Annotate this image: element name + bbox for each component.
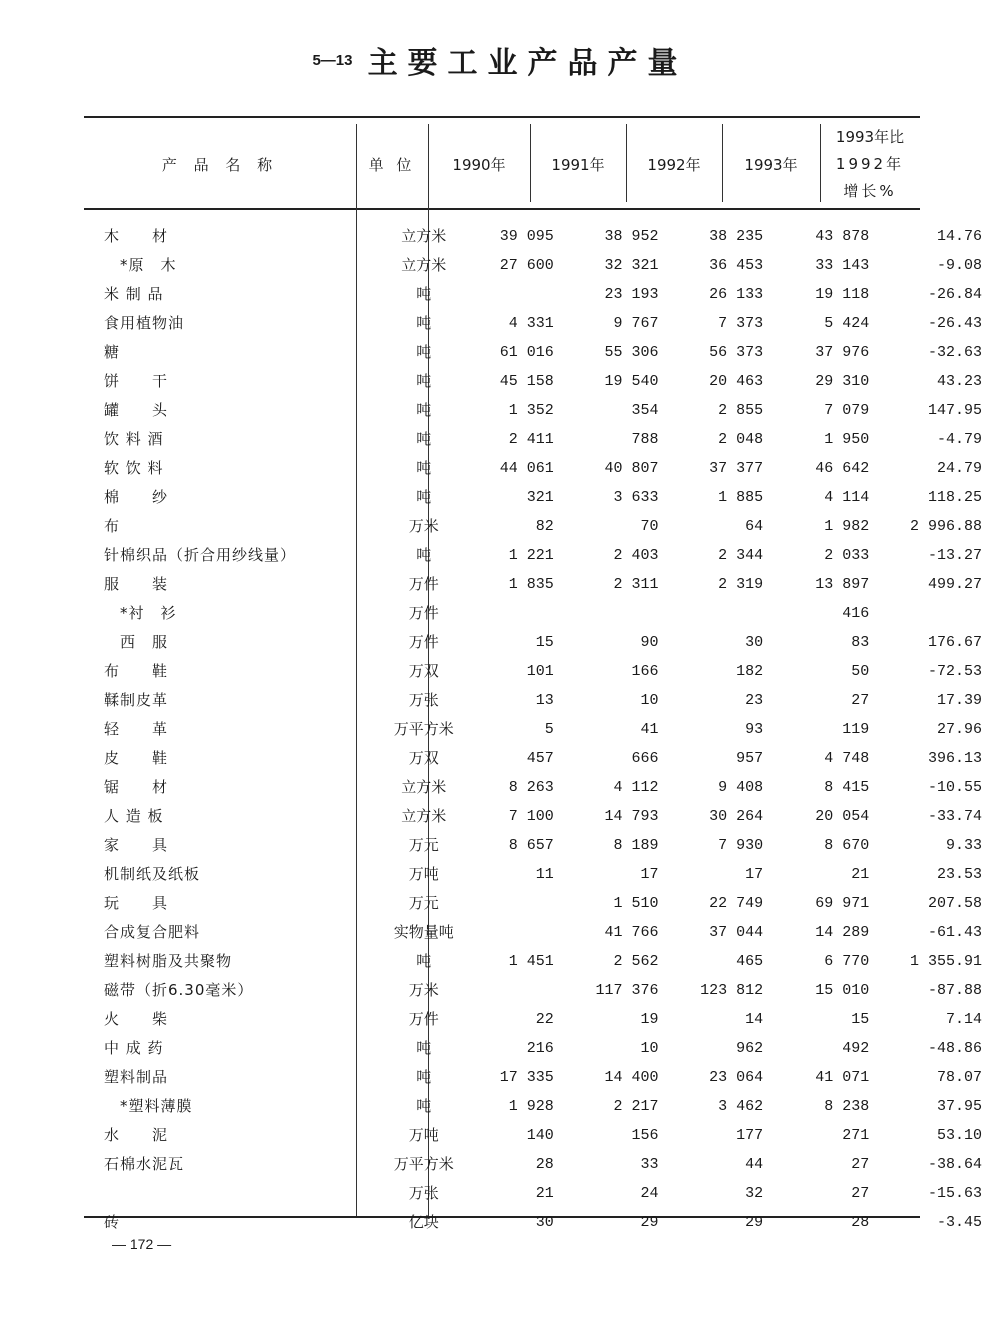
value-1990-cell: 44 061 (499, 460, 554, 477)
value-1992-cell (668, 599, 773, 628)
value-1993-cell: 119 (842, 721, 870, 738)
unit-cell: 万件 (408, 575, 439, 593)
product-name-cell: 人 造 板 (104, 807, 164, 825)
value-1993-cell: 4 748 (824, 750, 870, 767)
value-1993-cell: 37 976 (815, 344, 870, 361)
value-1992-cell: 64 (745, 518, 764, 535)
page-title (0, 38, 1000, 82)
table-row (84, 1208, 1000, 1237)
value-1991-cell: 2 311 (613, 576, 659, 593)
table-row (84, 280, 1000, 309)
table-row (84, 541, 1000, 570)
product-name-cell: 食用植物油 (104, 314, 185, 332)
value-1990-cell (460, 280, 564, 309)
value-1990-cell: 2 411 (508, 431, 554, 448)
header-growth-line1: 1993年比 (835, 128, 905, 146)
table-row (84, 802, 1000, 831)
table-row (84, 831, 1000, 860)
growth-cell: 37.95 (936, 1098, 982, 1115)
growth-cell: 2 996.88 (909, 518, 982, 535)
value-1992-cell: 38 235 (709, 228, 764, 245)
product-name-cell: 布 (104, 517, 121, 535)
growth-cell: 176.67 (927, 634, 982, 651)
product-name-cell: 轻 革 (104, 720, 169, 738)
value-1991-cell: 14 400 (604, 1069, 659, 1086)
value-1991-cell: 3 633 (613, 489, 659, 506)
value-1990-cell: 15 (535, 634, 554, 651)
product-name-cell: 中 成 药 (104, 1039, 164, 1057)
value-1991-cell: 19 (640, 1011, 659, 1028)
value-1991-cell: 55 306 (604, 344, 659, 361)
value-1992-cell: 2 855 (718, 402, 764, 419)
growth-cell: 207.58 (927, 895, 982, 912)
value-1992-cell: 44 (745, 1156, 764, 1173)
value-1990-cell: 39 095 (499, 228, 554, 245)
product-name-cell: 皮 鞋 (104, 749, 169, 767)
value-1993-cell: 50 (851, 663, 870, 680)
table-row (84, 1034, 1000, 1063)
value-1993-cell: 21 (851, 866, 870, 883)
product-name-cell: 服 装 (104, 575, 169, 593)
unit-cell: 万米 (408, 517, 439, 535)
product-name-cell: 布 鞋 (104, 662, 169, 680)
value-1992-cell: 23 064 (709, 1069, 764, 1086)
value-1991-cell: 70 (640, 518, 659, 535)
value-1991-cell: 38 952 (604, 228, 659, 245)
unit-cell: 万吨 (408, 1126, 439, 1144)
value-1992-cell: 2 344 (718, 547, 764, 564)
value-1992-cell: 2 048 (718, 431, 764, 448)
product-name-cell: 软 饮 料 (104, 459, 164, 477)
value-1992-cell: 14 (745, 1011, 764, 1028)
value-1990-cell: 1 451 (508, 953, 554, 970)
value-1993-cell: 28 (851, 1214, 870, 1231)
value-1992-cell: 20 463 (709, 373, 764, 390)
unit-cell: 立方米 (401, 807, 447, 825)
unit-cell: 万米 (408, 981, 439, 999)
value-1992-cell: 23 (745, 692, 764, 709)
value-1993-cell: 8 670 (824, 837, 870, 854)
growth-cell: 43.23 (936, 373, 982, 390)
growth-cell: 1 355.91 (909, 953, 982, 970)
value-1992-cell: 465 (736, 953, 764, 970)
table-row (84, 222, 1000, 251)
value-1990-cell: 101 (526, 663, 554, 680)
value-1993-cell: 83 (851, 634, 870, 651)
unit-cell: 万吨 (408, 865, 439, 883)
product-name-cell: 米 制 品 (104, 285, 164, 303)
value-1993-cell: 19 118 (815, 286, 870, 303)
value-1991-cell: 9 767 (613, 315, 659, 332)
product-name-cell: 糖 (104, 343, 121, 361)
table-row (84, 773, 1000, 802)
header-growth-line2: 1992年 (835, 155, 905, 173)
value-1992-cell: 3 462 (718, 1098, 764, 1115)
unit-cell: 吨 (416, 1097, 432, 1115)
growth-cell: 27.96 (936, 721, 982, 738)
unit-cell: 万平方米 (393, 720, 454, 738)
value-1991-cell: 2 217 (613, 1098, 659, 1115)
table-row (84, 976, 1000, 1005)
product-name-cell: 塑料制品 (104, 1068, 169, 1086)
value-1990-cell: 4 331 (508, 315, 554, 332)
value-1991-cell: 2 562 (613, 953, 659, 970)
unit-cell: 吨 (416, 285, 432, 303)
value-1992-cell: 36 453 (709, 257, 764, 274)
product-name-cell: 饮 料 酒 (104, 430, 164, 448)
header-1991: 1991年 (551, 156, 605, 174)
unit-cell: 立方米 (401, 778, 447, 796)
value-1991-cell: 117 376 (595, 982, 659, 999)
product-name-cell: 木 材 (104, 227, 169, 245)
value-1990-cell: 321 (526, 489, 554, 506)
growth-cell: -4.79 (936, 431, 982, 448)
growth-cell: 17.39 (936, 692, 982, 709)
unit-cell: 实物量吨 (393, 923, 454, 941)
product-name-cell: 水 泥 (104, 1126, 169, 1144)
value-1991-cell: 788 (631, 431, 659, 448)
unit-cell: 吨 (416, 401, 432, 419)
table-row (84, 425, 1000, 454)
product-name-cell: 合成复合肥料 (104, 923, 201, 941)
value-1990-cell: 8 263 (508, 779, 554, 796)
product-name-cell: *原 木 (120, 256, 177, 274)
growth-cell: -38.64 (927, 1156, 982, 1173)
product-name-cell: 西 服 (120, 633, 169, 651)
table-row (84, 918, 1000, 947)
unit-cell: 吨 (416, 430, 432, 448)
value-1993-cell: 33 143 (815, 257, 870, 274)
value-1991-cell: 8 189 (613, 837, 659, 854)
value-1991-cell: 10 (640, 692, 659, 709)
product-name-cell: 针棉织品（折合用纱线量） (104, 546, 297, 564)
table-row (84, 1092, 1000, 1121)
value-1992-cell: 123 812 (700, 982, 764, 999)
header-bottom-rule (84, 208, 920, 210)
value-1993-cell: 8 238 (824, 1098, 870, 1115)
growth-cell: -61.43 (927, 924, 982, 941)
value-1992-cell: 7 930 (718, 837, 764, 854)
table-row (84, 657, 1000, 686)
header-product-name: 产 品 名 称 (161, 156, 279, 174)
product-name-cell: 棉 纱 (104, 488, 169, 506)
value-1992-cell: 2 319 (718, 576, 764, 593)
page-number: — 172 — (112, 1236, 172, 1252)
growth-cell: 118.25 (927, 489, 982, 506)
value-1992-cell: 29 (745, 1214, 764, 1231)
value-1993-cell: 8 415 (824, 779, 870, 796)
value-1993-cell: 7 079 (824, 402, 870, 419)
product-name-cell: 锯 材 (104, 778, 169, 796)
value-1993-cell: 41 071 (815, 1069, 870, 1086)
table-row (84, 889, 1000, 918)
growth-cell: -15.63 (927, 1185, 982, 1202)
unit-cell: 吨 (416, 343, 432, 361)
value-1991-cell: 156 (631, 1127, 659, 1144)
value-1993-cell: 29 310 (815, 373, 870, 390)
value-1991-cell: 40 807 (604, 460, 659, 477)
value-1993-cell: 27 (851, 1185, 870, 1202)
value-1993-cell: 271 (842, 1127, 870, 1144)
table-row (84, 396, 1000, 425)
value-1991-cell: 90 (640, 634, 659, 651)
unit-cell: 立方米 (401, 256, 447, 274)
growth-cell: 7.14 (945, 1011, 982, 1028)
value-1993-cell: 69 971 (815, 895, 870, 912)
value-1990-cell: 13 (535, 692, 554, 709)
value-1990-cell: 8 657 (508, 837, 554, 854)
header-unit: 单 位 (368, 156, 416, 174)
value-1992-cell: 962 (736, 1040, 764, 1057)
header-1993: 1993年 (744, 156, 798, 174)
table-row (84, 599, 1000, 628)
growth-cell: 9.33 (945, 837, 982, 854)
table-row (84, 686, 1000, 715)
growth-cell: -3.45 (936, 1214, 982, 1231)
growth-cell (879, 599, 1000, 628)
value-1991-cell: 354 (631, 402, 659, 419)
header-top-rule (84, 116, 920, 118)
product-name-cell: *衬 衫 (120, 604, 177, 622)
value-1991-cell: 23 193 (604, 286, 659, 303)
value-1990-cell: 1 835 (508, 576, 554, 593)
header-1992: 1992年 (647, 156, 701, 174)
value-1992-cell: 30 (745, 634, 764, 651)
value-1990-cell: 1 221 (508, 547, 554, 564)
product-name-cell: 塑料树脂及共聚物 (104, 952, 233, 970)
product-name-cell: *塑料薄膜 (120, 1097, 193, 1115)
unit-cell: 万件 (408, 1010, 439, 1028)
product-name-cell: 火 柴 (104, 1010, 169, 1028)
value-1990-cell: 17 335 (499, 1069, 554, 1086)
value-1990-cell: 216 (526, 1040, 554, 1057)
value-1990-cell: 27 600 (499, 257, 554, 274)
table-row (84, 1005, 1000, 1034)
product-name-cell: 家 具 (104, 836, 169, 854)
table-row (84, 512, 1000, 541)
table-row (84, 1179, 1000, 1208)
growth-cell: 23.53 (936, 866, 982, 883)
unit-cell: 吨 (416, 546, 432, 564)
unit-cell: 吨 (416, 488, 432, 506)
value-1992-cell: 7 373 (718, 315, 764, 332)
growth-cell: 24.79 (936, 460, 982, 477)
value-1992-cell: 26 133 (709, 286, 764, 303)
value-1993-cell: 416 (842, 605, 870, 622)
header-growth-line3: 增长% (843, 182, 897, 200)
value-1993-cell: 43 878 (815, 228, 870, 245)
value-1993-cell: 15 (851, 1011, 870, 1028)
unit-cell: 吨 (416, 1068, 432, 1086)
growth-cell: -32.63 (927, 344, 982, 361)
table-row (84, 1150, 1000, 1179)
production-table (84, 222, 1000, 1237)
product-name-cell: 磁带（折6.30毫米） (104, 981, 254, 999)
value-1993-cell: 13 897 (815, 576, 870, 593)
value-1992-cell: 1 885 (718, 489, 764, 506)
value-1990-cell (460, 889, 564, 918)
unit-cell: 万张 (408, 691, 439, 709)
growth-cell: -26.84 (927, 286, 982, 303)
value-1990-cell: 45 158 (499, 373, 554, 390)
value-1991-cell: 1 510 (613, 895, 659, 912)
table-row (84, 454, 1000, 483)
value-1990-cell: 7 100 (508, 808, 554, 825)
value-1993-cell: 14 289 (815, 924, 870, 941)
unit-cell: 吨 (416, 459, 432, 477)
unit-cell: 立方米 (401, 227, 447, 245)
growth-cell: -13.27 (927, 547, 982, 564)
value-1990-cell: 21 (535, 1185, 554, 1202)
unit-cell: 吨 (416, 372, 432, 390)
growth-cell: -10.55 (927, 779, 982, 796)
value-1990-cell: 82 (535, 518, 554, 535)
growth-cell: 499.27 (927, 576, 982, 593)
growth-cell: -87.88 (927, 982, 982, 999)
product-name-cell: 机制纸及纸板 (104, 865, 201, 883)
value-1992-cell: 957 (736, 750, 764, 767)
table-row (84, 1121, 1000, 1150)
value-1991-cell: 19 540 (604, 373, 659, 390)
product-name-cell: 砖 (104, 1213, 121, 1231)
unit-cell: 亿块 (408, 1213, 439, 1231)
value-1991-cell: 2 403 (613, 547, 659, 564)
value-1990-cell: 22 (535, 1011, 554, 1028)
value-1992-cell: 22 749 (709, 895, 764, 912)
value-1990-cell: 61 016 (499, 344, 554, 361)
growth-cell: -9.08 (936, 257, 982, 274)
unit-cell: 万双 (408, 662, 439, 680)
value-1991-cell: 41 (640, 721, 659, 738)
value-1991-cell: 666 (631, 750, 659, 767)
table-row (84, 947, 1000, 976)
value-1990-cell: 11 (535, 866, 554, 883)
unit-cell: 万张 (408, 1184, 439, 1202)
value-1991-cell: 32 321 (604, 257, 659, 274)
value-1990-cell (460, 599, 564, 628)
value-1992-cell: 32 (745, 1185, 764, 1202)
value-1993-cell: 492 (842, 1040, 870, 1057)
table-row (84, 483, 1000, 512)
growth-cell: 396.13 (927, 750, 982, 767)
table-row (84, 1063, 1000, 1092)
growth-cell: 147.95 (927, 402, 982, 419)
product-name-cell: 饼 干 (104, 372, 169, 390)
growth-cell: -48.86 (927, 1040, 982, 1057)
product-name-cell: 玩 具 (104, 894, 169, 912)
value-1993-cell: 4 114 (824, 489, 870, 506)
value-1993-cell: 6 770 (824, 953, 870, 970)
value-1991-cell: 41 766 (604, 924, 659, 941)
value-1990-cell (460, 918, 564, 947)
unit-cell: 万件 (408, 604, 439, 622)
value-1991-cell: 14 793 (604, 808, 659, 825)
value-1991-cell: 29 (640, 1214, 659, 1231)
table-row (84, 628, 1000, 657)
value-1990-cell: 28 (535, 1156, 554, 1173)
table-row (84, 367, 1000, 396)
growth-cell: 78.07 (936, 1069, 982, 1086)
table-row (84, 715, 1000, 744)
product-name-cell: 鞣制皮革 (104, 691, 169, 709)
product-name-cell: 石棉水泥瓦 (104, 1155, 185, 1173)
value-1993-cell: 27 (851, 692, 870, 709)
value-1992-cell: 37 377 (709, 460, 764, 477)
value-1991-cell (564, 599, 669, 628)
value-1992-cell: 37 044 (709, 924, 764, 941)
unit-cell: 吨 (416, 314, 432, 332)
value-1990-cell: 457 (526, 750, 554, 767)
value-1991-cell: 24 (640, 1185, 659, 1202)
value-1992-cell: 182 (736, 663, 764, 680)
value-1992-cell: 56 373 (709, 344, 764, 361)
value-1992-cell: 30 264 (709, 808, 764, 825)
growth-cell: 14.76 (936, 228, 982, 245)
table-row (84, 744, 1000, 773)
value-1990-cell (460, 976, 564, 1005)
value-1990-cell: 1 352 (508, 402, 554, 419)
growth-cell: 53.10 (936, 1127, 982, 1144)
value-1992-cell: 177 (736, 1127, 764, 1144)
unit-cell: 万双 (408, 749, 439, 767)
growth-cell: -33.74 (927, 808, 982, 825)
unit-cell: 万元 (408, 836, 439, 854)
value-1990-cell: 140 (526, 1127, 554, 1144)
growth-cell: -26.43 (927, 315, 982, 332)
unit-cell: 万元 (408, 894, 439, 912)
table-row (84, 860, 1000, 889)
value-1992-cell: 17 (745, 866, 764, 883)
value-1990-cell: 1 928 (508, 1098, 554, 1115)
value-1992-cell: 9 408 (718, 779, 764, 796)
table-row (84, 309, 1000, 338)
value-1993-cell: 1 982 (824, 518, 870, 535)
value-1991-cell: 17 (640, 866, 659, 883)
value-1991-cell: 33 (640, 1156, 659, 1173)
table-row (84, 338, 1000, 367)
value-1993-cell: 15 010 (815, 982, 870, 999)
value-1993-cell: 27 (851, 1156, 870, 1173)
unit-cell: 万件 (408, 633, 439, 651)
value-1991-cell: 10 (640, 1040, 659, 1057)
value-1992-cell: 93 (745, 721, 764, 738)
value-1993-cell: 2 033 (824, 547, 870, 564)
value-1990-cell: 30 (535, 1214, 554, 1231)
value-1990-cell: 5 (544, 721, 554, 738)
product-name-cell: 罐 头 (104, 401, 169, 419)
table-row (84, 570, 1000, 599)
unit-cell: 万平方米 (393, 1155, 454, 1173)
growth-cell: -72.53 (927, 663, 982, 680)
value-1993-cell: 5 424 (824, 315, 870, 332)
unit-cell: 吨 (416, 952, 432, 970)
table-code: 5—13 (312, 51, 353, 69)
unit-cell: 吨 (416, 1039, 432, 1057)
table-row (84, 251, 1000, 280)
value-1991-cell: 4 112 (613, 779, 659, 796)
header-1990: 1990年 (452, 156, 506, 174)
product-name-cell (84, 1179, 388, 1208)
value-1991-cell: 166 (631, 663, 659, 680)
table-title: 主要工业产品产量 (367, 46, 688, 81)
value-1993-cell: 20 054 (815, 808, 870, 825)
value-1993-cell: 1 950 (824, 431, 870, 448)
value-1993-cell: 46 642 (815, 460, 870, 477)
